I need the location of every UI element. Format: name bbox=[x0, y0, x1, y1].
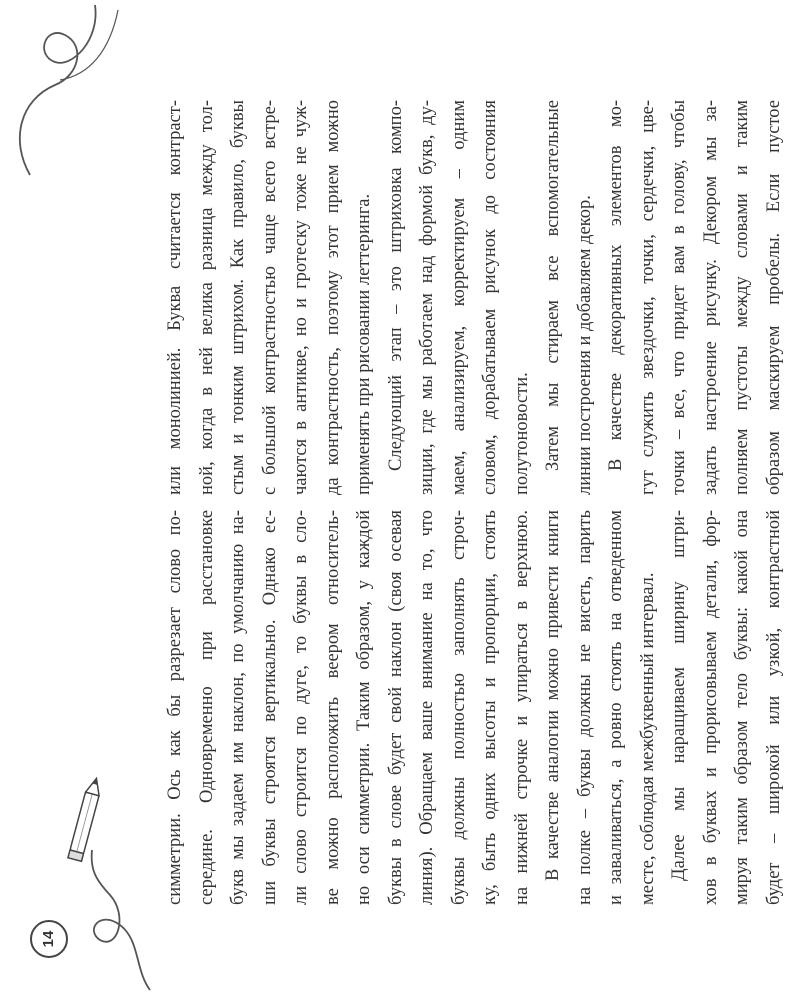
text-line: и заваливаться, а ровно стоять на отведенном bbox=[606, 510, 626, 905]
text-line: маем, анализируем, корректируем – одним bbox=[448, 100, 469, 495]
text-line: полутоновости. bbox=[511, 372, 532, 495]
pencil-icon bbox=[68, 777, 103, 862]
text-line: буквы должны полностью заполнять строч- bbox=[448, 510, 469, 905]
text-line: на нижней строчке и упираться в верхнюю. bbox=[511, 510, 532, 905]
text-line: ши буквы строятся вертикально. Однако ес- bbox=[259, 510, 280, 905]
text-line: задать настроение рисунку. Декором мы за- bbox=[700, 100, 721, 495]
page-number-badge: 14 bbox=[30, 920, 68, 958]
text-line: линии построения и добавляем декор. bbox=[574, 195, 595, 495]
text-line: с большой контрастностью чаще всего встре- bbox=[259, 100, 280, 495]
text-line: чаются в антикве, но и гротеску тоже не чуж- bbox=[291, 100, 311, 495]
text-line: Следующий этап – это штриховка компо- bbox=[385, 100, 406, 471]
text-column-right bbox=[160, 100, 790, 495]
text-line: ли слово строится по дуге, то буквы в сло- bbox=[291, 510, 311, 905]
text-line: или монолинией. Буква считается контраст- bbox=[165, 100, 185, 495]
text-line: применять при рисовании леттеринга. bbox=[354, 193, 374, 495]
text-line: будет – широкой или узкой, контрастной bbox=[763, 510, 784, 905]
text-line: гут служить звездочки, точки, сердечки, цве- bbox=[637, 100, 658, 495]
text-line: линия). Обращаем ваше внимание на то, что bbox=[417, 510, 437, 905]
text-line: букв мы задаем им наклон, по умолчанию на- bbox=[228, 510, 248, 905]
text-line: да контрастность, поэтому этот прием можно bbox=[322, 100, 343, 495]
text-line: зиции, где мы работаем над формой букв, ду- bbox=[417, 100, 437, 495]
swirl-decoration bbox=[0, 0, 130, 180]
text-line: середине. Одновременно при расстановке bbox=[196, 510, 217, 905]
text-line: стым и тонким штрихом. Как правило, буквы bbox=[228, 100, 248, 495]
text-line: словом, дорабатываем рисунок до состояния bbox=[480, 100, 500, 495]
text-line: Далее мы наращиваем ширину штри- bbox=[669, 510, 689, 881]
text-line: симметрии. Ось как бы разрезает слово по- bbox=[165, 510, 185, 905]
pencil-swirl-decoration bbox=[0, 760, 160, 1000]
text-line: образом маскируем пробелы. Если пустое bbox=[763, 100, 784, 495]
text-line: месте, соблюдая межбуквенный интервал. bbox=[637, 572, 658, 905]
text-line: Затем мы стираем все вспомогательные bbox=[543, 100, 563, 471]
text-line: В качестве аналогии можно привести книги bbox=[543, 510, 563, 881]
text-line: ной, когда в ней велика разница между тол- bbox=[196, 100, 217, 495]
text-line: ве можно расположить веером относитель- bbox=[322, 510, 343, 905]
text-line: буквы в слове будет свой наклон (своя осевая bbox=[385, 510, 406, 905]
text-line: полняем пустоты между словами и таким bbox=[732, 100, 752, 495]
text-line: на полке – буквы должны не висеть, парить bbox=[574, 510, 595, 905]
text-line: ку, быть одних высоты и пропорции, стоять bbox=[480, 510, 500, 905]
text-line: В качестве декоративных элементов мо- bbox=[606, 100, 626, 471]
text-column-left bbox=[160, 510, 790, 905]
text-line: но оси симметрии. Таким образом, у каждой bbox=[354, 510, 374, 905]
text-line: точки – все, что придет вам в голову, чтобы bbox=[669, 100, 689, 495]
text-line: хов в буквах и прорисовываем детали, фор- bbox=[700, 510, 721, 905]
text-line: мируя таким образом тело буквы: какой она bbox=[732, 510, 752, 905]
